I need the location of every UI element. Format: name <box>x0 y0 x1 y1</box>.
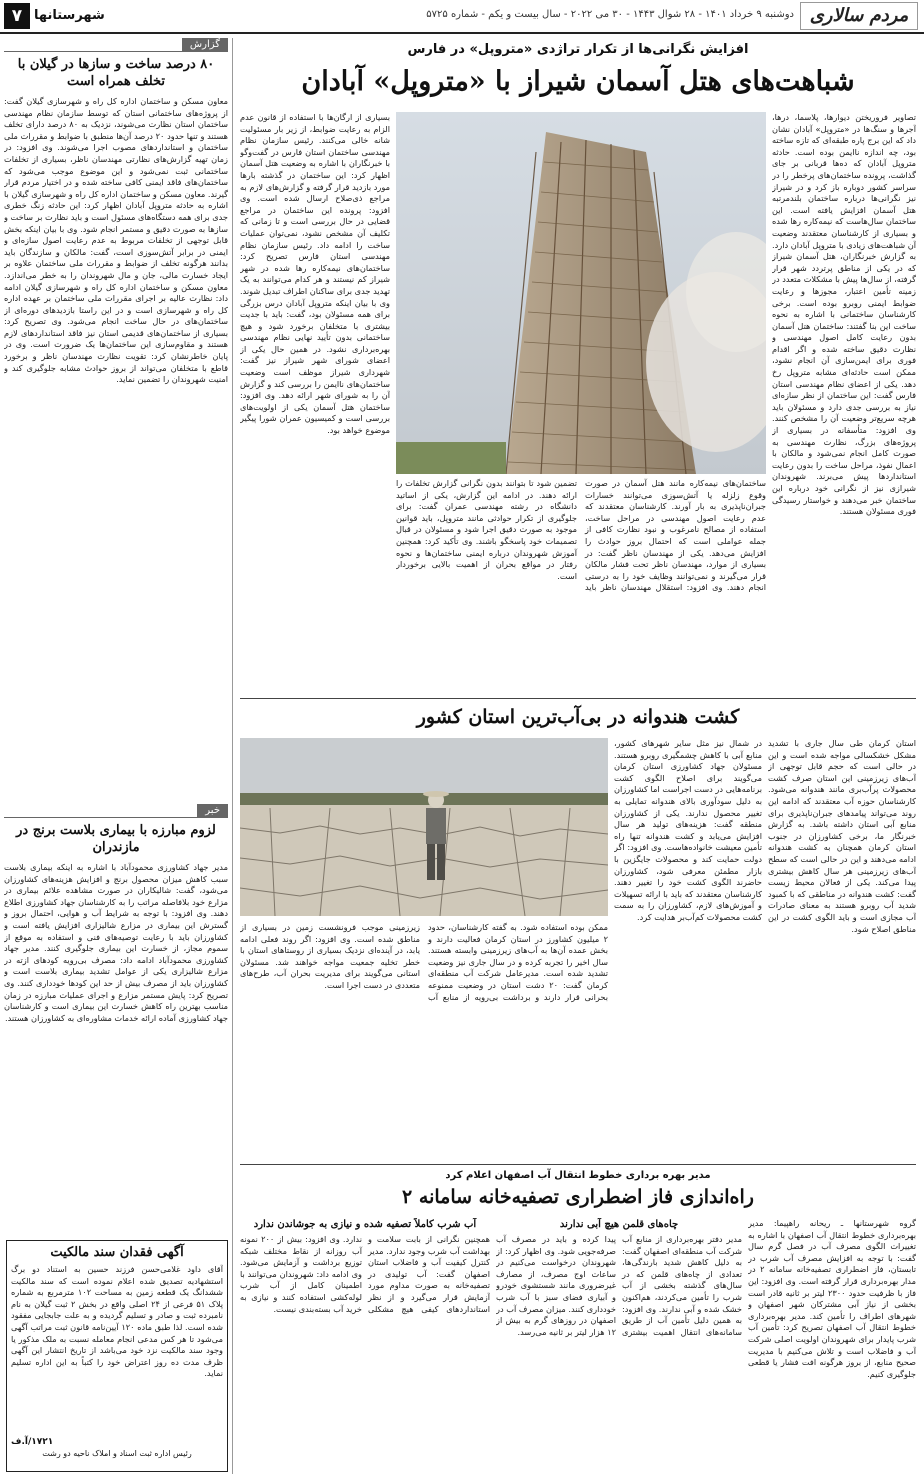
news-tag-bar <box>4 804 228 818</box>
page-number: ۷ <box>4 3 30 29</box>
refinery-body-right-text: گروه شهرستانها ـ ریحانه راهپیما: مدیر بهره‌برداری خطوط انتقال آب اصفهان با اشاره به تغییرات الگوی مصرف آب در فصل گرم سال گفت: با توجه به افزایش مصرف آب شرب در تابستان، فاز اضطراری تصفیه‌خانه سامانه ۲ در مدار بهره‌برداری قرار گرفته است. وی افزود: این فاز با ظرفیت حدود ۲۳۰۰ لیتر بر ثانیه قادر است بخشی از نیاز آبی مشترکان شهر اصفهان و شهرهای اطراف را تأمین کند. مدیر بهره‌برداری خطوط انتقال آب اصفهان تصریح کرد: تأمین آب شرب پایدار برای شهروندان اولویت اصلی شرکت آب و فاضلاب است و تلاش می‌کنیم با مدیریت صحیح منابع، از بروز هرگونه افت فشار یا قطعی جلوگیری کنیم. <box>748 1218 916 1379</box>
watermelon-body-left <box>240 922 608 1156</box>
news-tag: خبر <box>197 804 228 817</box>
refinery-body-left-text: همچنین نگرانی از بابت سلامت و بهداشت آب شرب وجود ندارد. مدیر کنترل کیفیت آب و فاضلاب استان اصفهان گفت: آب تولیدی در تصفیه‌خانه به صورت مداوم مورد آزمایش قرار می‌گیرد و از نظر استانداردهای کیفی هیچ مشکلی ندارد. وی افزود: بیش از ۲۰۰ نمونه آب روزانه از نقاط مختلف شبکه توزیع برداشت و آزمایش می‌شود. وی ادامه داد: شهروندان می‌توانند با اطمینان کامل از آب شرب لوله‌کشی استفاده کنند و نیازی به خرید آب بسته‌بندی نیست. <box>240 1234 490 1314</box>
dry-land-photo-svg <box>240 738 608 916</box>
notice-number: ۱۷۲۱/آ.ف <box>11 1437 54 1447</box>
refinery-subhead-2: آب شرب کاملاً تصفیه شده و نیازی به جوشاندن ندارد <box>253 1219 477 1230</box>
lead-body-right-text: تصاویر فروریختن دیوارها، پلاسما، درها، آجرها و سنگ‌ها در «متروپل» آبادان نشان داد که این برج پاره طبقه‌ای که تازه ساخته بود، چه اندازه ناایمن بوده است. حادثه متروپل آبادان که ده‌ها قربانی بر جای گذاشت، پرونده ساختمان‌های پرخطر را در سراسر کشور دوباره باز کرد و در شیراز نیز نگرانی‌ها درباره ساختمان بلندمرتبه هتل آسمان افزایش یافته است. این ساختمان سال‌هاست که نیمه‌کاره رها شده و بسیاری از کارشناسان معتقدند وضعیت آن شباهت‌های زیادی با متروپل آبادان دارد. به گزارش خبرنگاران، هتل آسمان شیراز که در یکی از مناطق پرتردد شهر قرار گرفته، از سال‌ها پیش با مشکلات متعدد در زمینه تأمین اعتبار، مجوزها و رعایت ضوابط ایمنی روبرو بوده است. برخی کارشناسان ساختمانی با اشاره به نحوه ساخت این بنا گفتند: ساختمان هتل آسمان بدون رعایت کامل اصول مهندسی و نظارت دقیق ساخته شده و اگر اقدام فوری برای ایمن‌سازی آن انجام نشود، ممکن است حادثه‌ای مشابه متروپل رخ دهد. یکی از اعضای نظام مهندسی استان فارس گفت: این ساختمان از نظر سازه‌ای نیاز به بررسی جدی دارد و مسئولان باید هرچه سریع‌تر وضعیت آن را مشخص کنند. وی افزود: متأسفانه در بسیاری از پروژه‌های بزرگ، نظارت مهندسی به صورت کامل انجام نمی‌شود و مالکان با اعمال نفوذ، مراحل ساخت را بدون رعایت استانداردها پیش می‌برند. شهروندان شیرازی نیز از نگرانی خود درباره این ساختمان خبر می‌دهند و خواستار رسیدگی فوری مسئولان هستند. <box>772 112 916 517</box>
lead-photo <box>396 112 766 474</box>
notice-signature: رئیس اداره ثبت اسناد و املاک ناحیه دو رشت <box>42 1449 192 1458</box>
lead-body-right <box>772 112 916 690</box>
column-divider <box>232 38 233 1474</box>
section-title: شهرستانها <box>34 8 105 23</box>
notice-body: آقای داود غلامی‌حسن فرزند حسین به استناد دو برگ استشهادیه تصدیق شده اعلام نموده است که سند مالکیت ششدانگ یک قطعه زمین به مساحت ۱۰۲ مترمربع به شماره پلاک ۵۱ فرعی از ۲۴ اصلی واقع در بخش ۲ ثبت گیلان به نام نامبرده ثبت و صادر و تسلیم گردیده و به علت جابجایی مفقود شده است. لذا طبق ماده ۱۲۰ آیین‌نامه قانون ثبت مراتب آگهی می‌شود تا هر کس مدعی انجام معامله نسبت به ملک مذکور یا وجود سند مالکیت نزد خود می‌باشد از تاریخ انتشار این آگهی ظرف مدت ده روز اعتراض خود را کتباً به این اداره تسلیم نماید. <box>11 1264 223 1379</box>
lead-super-headline: افزایش نگرانی‌ها از تکرار تراژدی «متروپل» در فارس <box>407 42 749 57</box>
section-divider-2 <box>240 1164 916 1165</box>
dateline: دوشنبه ۹ خرداد ۱۴۰۱ - ۲۸ شوال ۱۴۴۳ - ۳۰ می ۲۰۲۲ - سال بیست و یکم - شماره ۵۷۲۵ <box>426 9 794 20</box>
watermelon-body-left-text: ممکن بوده استفاده شود. به گفته کارشناسان، حدود ۲ میلیون کشاورز در استان کرمان فعالیت دارند و بخش عمده آن‌ها به آب‌های زیرزمینی وابسته هستند. سال اخیر را تجربه کرده و در سال جاری نیز وضعیت تشدید شده است. مدیرعامل شرکت آب منطقه‌ای کرمان گفت: ۲۰ دشت استان در وضعیت ممنوعه بحرانی قرار دارند و برداشت بی‌رویه از منابع آب زیرزمینی موجب فرونشست زمین در بسیاری از مناطق شده است. وی افزود: اگر روند فعلی ادامه یابد، در آینده‌ای نزدیک بسیاری از روستاهای استان با خطر تخلیه جمعیت مواجه خواهند شد. مسئولان استانی می‌گویند برای مدیریت بحران آب، طرح‌های متعددی در دست اجرا است. <box>240 922 608 1002</box>
watermelon-body-mid <box>614 738 762 1156</box>
watermelon-photo <box>240 738 608 916</box>
notice-title: آگهی فقدان سند مالکیت <box>50 1245 184 1260</box>
lead-body-mid-text: بسیاری از ارگان‌ها با استفاده از قانون عدم الزام به رعایت ضوابط، از زیر بار مسئولیت شانه خالی می‌کنند. رئیس سازمان نظام مهندسی ساختمان استان فارس در گفت‌وگو با خبرنگاران با اشاره به وضعیت هتل آسمان اظهار کرد: این ساختمان در گذشته بارها مورد بازدید قرار گرفته و گزارش‌های لازم به مراجع ذی‌صلاح ارسال شده است. وی افزود: پرونده این ساختمان در مراجع قضایی در حال بررسی است و تا زمانی که تکلیف آن مشخص نشود، نمی‌توان عملیات ساخت را ادامه داد. رئیس سازمان نظام مهندسی استان فارس تصریح کرد: ساختمان‌های نیمه‌کاره رها شده در شهر شیراز کم نیستند و هر کدام می‌توانند به یک تهدید جدی برای ساکنان اطراف تبدیل شوند. وی با بیان اینکه متروپل آبادان درس بزرگی برای همه مسئولان بود، گفت: باید با جدیت بیشتری با متخلفان برخورد شود و هیچ ساختمانی بدون تأیید نهایی نظام مهندسی بهره‌برداری نشود. در همین حال یکی از اعضای شورای شهر شیراز نیز گفت: شهرداری شیراز موظف است وضعیت ساختمان‌های ناایمن را بررسی کند و گزارش آن را به شورای شهر ارائه دهد. وی افزود: ساختمان هتل آسمان یکی از اولویت‌های بررسی است و کمیسیون عمران شورا پیگیر موضوع خواهد بود. <box>240 112 390 436</box>
building-photo-svg <box>396 112 766 474</box>
gilan-article-title[interactable]: ۸۰ درصد ساخت و سازها در گیلان با تخلف همراه است <box>17 57 215 89</box>
refinery-body-left <box>240 1218 490 1476</box>
section-divider-1 <box>240 698 916 699</box>
refinery-body-mid-text: مدیر دفتر بهره‌برداری از منابع آب شرکت آب منطقه‌ای اصفهان گفت: به دلیل کاهش شدید بارندگی‌ها، تعدادی از چاه‌های قلمن که در سال‌های گذشته بخشی از آب شرب را تأمین می‌کردند، هم‌اکنون خشک شده و آبی ندارند. وی افزود: به همین دلیل تأمین آب از طریق سامانه‌های انتقال اهمیت بیشتری پیدا کرده و باید در مصرف آب صرفه‌جویی شود. وی اظهار کرد: از شهروندان درخواست می‌کنیم در ساعات اوج مصرف، از مصارف غیرضروری مانند شستشوی خودرو و آبیاری فضای سبز با آب شرب خودداری کنند. میزان مصرف آب در اصفهان در روزهای گرم به بیش از ۱۲ هزار لیتر بر ثانیه می‌رسد. <box>496 1234 742 1337</box>
lead-body-left-text: ساختمان‌های نیمه‌کاره مانند هتل آسمان در صورت وقوع زلزله یا آتش‌سوزی می‌توانند خسارات جبران‌ناپذیری به بار آورند. کارشناسان معتقدند که عدم رعایت اصول مهندسی در مراحل ساخت، استفاده از مصالح نامرغوب و نبود نظارت کافی از جمله عواملی است که احتمال بروز حوادث را افزایش می‌دهد. یکی از مهندسان ناظر گفت: در بسیاری از موارد، مهندسان ناظر تحت فشار مالکان قرار می‌گیرند و نمی‌توانند وظایف خود را به درستی انجام دهند. وی افزود: استقلال مهندسان ناظر باید تضمین شود تا بتوانند بدون نگرانی گزارش تخلفات را ارائه دهند. در ادامه این گزارش، یکی از اساتید دانشگاه در رشته مهندسی عمران گفت: برای جلوگیری از تکرار حوادثی مانند متروپل، باید قوانین موجود به صورت دقیق اجرا شود و مسئولان در قبال تصمیمات خود پاسخگو باشند. وی تأکید کرد: همچنین آموزش شهروندان درباره ایمنی ساختمان‌ها و نحوه رفتار در مواقع بحران از اهمیت بالایی برخوردار است. <box>396 478 766 593</box>
refinery-body-right <box>748 1218 916 1476</box>
refinery-headline[interactable]: راه‌اندازی فاز اضطراری تصفیه‌خانه سامانه ۲ <box>402 1186 754 1208</box>
watermelon-body-right <box>768 738 916 1156</box>
newspaper-logo[interactable]: مردم سالاری <box>800 2 918 30</box>
watermelon-headline[interactable]: کشت هندوانه در بی‌آب‌ترین استان کشور <box>416 706 740 728</box>
notice-box <box>6 1240 228 1472</box>
rice-blast-title[interactable]: لزوم مبارزه با بیماری بلاست برنج در مازندران <box>16 823 216 855</box>
rice-blast-body: مدیر جهاد کشاورزی محمودآباد با اشاره به اینکه بیماری بلاست سبب کاهش میزان محصول برنج و افزایش هزینه‌های کشاورزان می‌شود، گفت: شالیکاران در صورت مشاهده علائم بیماری در مزارع خود بلافاصله مراتب را به کارشناسان جهاد کشاورزی اطلاع دهند. وی افزود: با توجه به شرایط آب و هوایی، احتمال بروز و گسترش این بیماری در مزارع شالیزاری افزایش یافته است و کشاورزان باید با رعایت توصیه‌های فنی و استفاده به موقع از سموم مجاز، از خسارت این بیماری جلوگیری کنند. مدیر جهاد کشاورزی محمودآباد ادامه داد: مصرف بی‌رویه کودهای ازته در مزارع شالیزاری یکی از عوامل تشدید بیماری بلاست است و کشاورزان باید از مصرف بیش از حد این کودها خودداری کنند. وی تصریح کرد: پایش مستمر مزارع و اجرای عملیات مبارزه در زمان مناسب بهترین راه کاهش خسارت این بیماری است و کارشناسان جهاد کشاورزی آماده ارائه خدمات مشاوره‌ای به کشاورزان هستند. <box>4 862 228 1023</box>
masthead <box>0 0 924 34</box>
watermelon-body-right-text: استان کرمان طی سال جاری با تشدید مشکل خشکسالی مواجه شده است و این در حالی است که حجم قابل توجهی از آب‌های زیرزمینی این استان صرف کشت محصولات پرآب‌بری مانند هندوانه می‌شود. کارشناسان حوزه آب معتقدند که ادامه این روند می‌تواند پیامدهای جبران‌ناپذیری برای منابع آبی استان داشته باشد. به گزارش خبرنگار ما، برخی کشاورزان در جنوب استان کرمان همچنان به کشت هندوانه ادامه می‌دهند و این در حالی است که سطح آب‌های زیرزمینی هر سال کاهش بیشتری پیدا می‌کند. یکی از فعالان محیط زیست گفت: کشت هندوانه در مناطقی که با کمبود شدید آب روبرو هستند به معنای صادرات آب مجازی است و باید الگوی کشت در این مناطق اصلاح شود. <box>768 738 916 934</box>
refinery-super-headline: مدیر بهره برداری خطوط انتقال آب اصفهان اعلام کرد <box>445 1170 711 1181</box>
report-tag: گزارش <box>182 38 228 51</box>
lead-headline[interactable]: شباهت‌های هتل آسمان شیراز با «متروپل» آبادان <box>301 66 855 97</box>
refinery-subhead: چاه‌های قلمن هیچ آبی ندارند <box>559 1219 679 1230</box>
refinery-body-mid <box>496 1218 742 1476</box>
gilan-article-body: معاون مسکن و ساختمان اداره کل راه و شهرسازی گیلان گفت: از پروژه‌های ساختمانی استان که توسط سازمان نظام مهندسی ساختمان استان نظارت می‌شوند، نزدیک به ۸۰ درصد دارای تخلف هستند و تنها حدود ۲۰ درصد آن‌ها منطبق با ضوابط و مقررات ملی ساختمان و استانداردهای مصوب اجرا می‌شوند. وی افزود: در زمان تهیه گزارش‌های نظارتی مهندسان ناظر، بسیاری از تخلفات ساختمانی ثبت نمی‌شود و این موضوع موجب می‌شود که ساختمان‌های فاقد ایمنی کافی ساخته شده و در اختیار مردم قرار گیرند. معاون مسکن و ساختمان اداره کل راه و شهرسازی گیلان با اشاره به حادثه متروپل آبادان اظهار کرد: این حادثه زنگ خطری جدی برای همه دستگاه‌های مسئول است و باید نظارت بر ساخت و سازها به صورت دقیق و مستمر انجام شود. وی با بیان اینکه بخش قابل توجهی از تخلفات مربوط به عدم رعایت اصول سازه‌ای و ایمنی در برابر آتش‌سوزی است، گفت: مالکان و سازندگان باید بدانند هرگونه تخلف از ضوابط و مقررات ملی ساختمان علاوه بر ایجاد خسارت مالی، جان و مال شهروندان را به خطر می‌اندازد. معاون مسکن و ساختمان اداره کل راه و شهرسازی گیلان ادامه داد: نظارت عالیه بر اجرای مقررات ملی ساختمان بر عهده اداره کل راه و شهرسازی است و در این راستا بازدیدهای دوره‌ای از ساختمان‌های در حال ساخت انجام می‌شود. وی تصریح کرد: بسیاری از ساختمان‌های قدیمی استان نیز فاقد استانداردهای لازم هستند و مقاوم‌سازی این ساختمان‌ها یک ضرورت است. وی در پایان خاطرنشان کرد: تقویت نظارت مهندسان ناظر و برخورد قاطع با متخلفان می‌تواند از بروز حوادث مشابه جلوگیری کند و امنیت شهروندان را تضمین نماید. <box>4 96 228 385</box>
lead-body-left <box>396 478 766 690</box>
watermelon-body-mid-text: در شمال نیز مثل سایر شهرهای کشور، منابع آبی با کاهش چشمگیری روبرو هستند. مسئولان جهاد کشاورزی استان کرمان می‌گویند برای اصلاح الگوی کشت برنامه‌هایی در دست اجراست اما کشاورزان به دلیل سودآوری بالای هندوانه تمایلی به تغییر محصول ندارند. یکی از کشاورزان منطقه گفت: هزینه‌های تولید هر سال افزایش می‌یابد و کشت هندوانه تنها راه تأمین معیشت خانواده‌هاست. وی افزود: اگر دولت حمایت کند و محصولات جایگزین با بازار مطمئن معرفی شود، کشاورزان حاضرند الگوی کشت خود را تغییر دهند. کارشناسان معتقدند که باید با ارائه تسهیلات و آموزش‌های لازم، کشاورزان را به سمت کشت محصولات کم‌آب‌بر هدایت کرد. <box>614 738 762 922</box>
report-tag-bar <box>4 38 228 52</box>
lead-body-mid <box>240 112 390 690</box>
